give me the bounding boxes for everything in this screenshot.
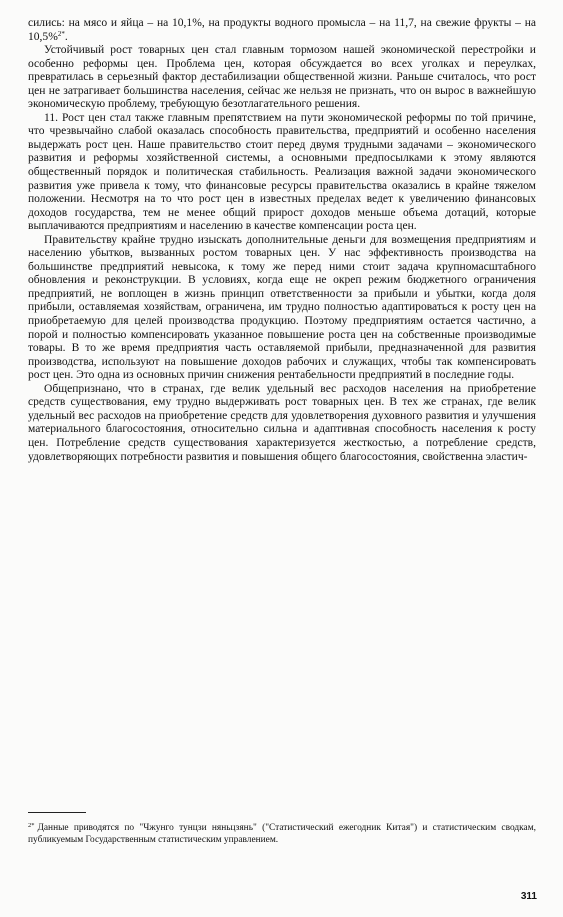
paragraph-2: Устойчивый рост товарных цен стал главным тормозом нашей экономической перестройки и особенно реформы цен. Проблема цен, которая обсуждается во всех уголках и переулках, превратилась в серьезный фактор дестабилизации общественной жизни. Раньше считалось, что рост цен не затрагивает большинства населения, сейчас же нельзя не признать, что он вырос в важнейшую экономическую проблему, требующую безотлагательного решения.	[28, 44, 536, 111]
paragraph-5: Общепризнано, что в странах, где велик удельный вес расходов населения на приобретение средств существования, ему трудно выдерживать рост товарных цен. В тех же странах, где велик удельный вес расходов на приобретение средств для удовлетворения духовного развития и улучшения материального благосостояния, относительно сильна и адаптивная способность населения к росту цен. Потребление средств существования характеризуется жесткостью, а потребление средств, удовлетворяющих потребности развития и повышения общего благосостояния, свойственна эластич-	[28, 382, 536, 463]
paragraph-1: сились: на мясо и яйца – на 10,1%, на продукты водного промысла – на 11,7, на свежие фрукты – на 10,5%$^{2*}$.	[28, 17, 536, 43]
paragraph-4: Правительству крайне трудно изыскать дополнительные деньги для возмещения предприятиям и населению убытков, вызванных ростом товарных цен. У нас эффективность производства на большинстве предприятий невысока, к тому же перед ними стоит задача крупномасштабного обновления и реконструкции. В условиях, когда еще не окреп режим бюджетного ограничения предприятий, не воплощен в жизнь принцип ответственности за прибыли и убытки, когда доля прибыли, оставляемая хозяйствам, ограничена, им трудно полностью адаптироваться к росту цен на приобретаемую для целей производства продукцию. Поэтому предприятиям остается частично, а порой и полностью компенсировать указанное повышение роста цен на собственные производимые товары. В то же время предприятия часть оставляемой прибыли, предназначенной для развития производства, используют на повышение доходов рабочих и служащих, чтобы так компенсировать рост цен. Это одна из основных причин снижения рентабельности предприятий в последние годы.	[28, 233, 536, 382]
footnote-text: Данные приводятся по "Чжунго тунцзи няньцзянь" ("Статистический ежегодник Китая") и статистическим сводкам, публикуемым Государственным статистическим управлением.	[28, 823, 536, 846]
paragraph-3: 11. Рост цен стал также главным препятствием на пути экономической реформы по той причине, что чрезвычайно слабой оказалась способность правительства, предприятий и особенно населения выдержать рост цен. Наше правительство стоит перед двумя трудными задачами – экономического развития и реформы хозяйственной системы, а основными предпосылками к этому являются общественный порядок и политическая стабильность. Реализация важной задачи экономического развития уже привела к тому, что финансовые ресурсы правительства оказались в крайне тяжелом положении. Несмотря на то что рост цен в известных пределах ведет к увеличению финансовых доходов государства, тем не менее общий прирост доходов меньше объема дотаций, которые выплачиваются предприятиям и населению в качестве компенсации роста цен.	[28, 111, 536, 233]
footnote-mark: 2*	[28, 822, 35, 829]
main-text	[28, 17, 536, 464]
page-number: 311	[520, 891, 537, 902]
footnote-reference: 2*	[57, 29, 65, 38]
footnote	[28, 822, 536, 847]
footnote-divider	[28, 812, 86, 813]
